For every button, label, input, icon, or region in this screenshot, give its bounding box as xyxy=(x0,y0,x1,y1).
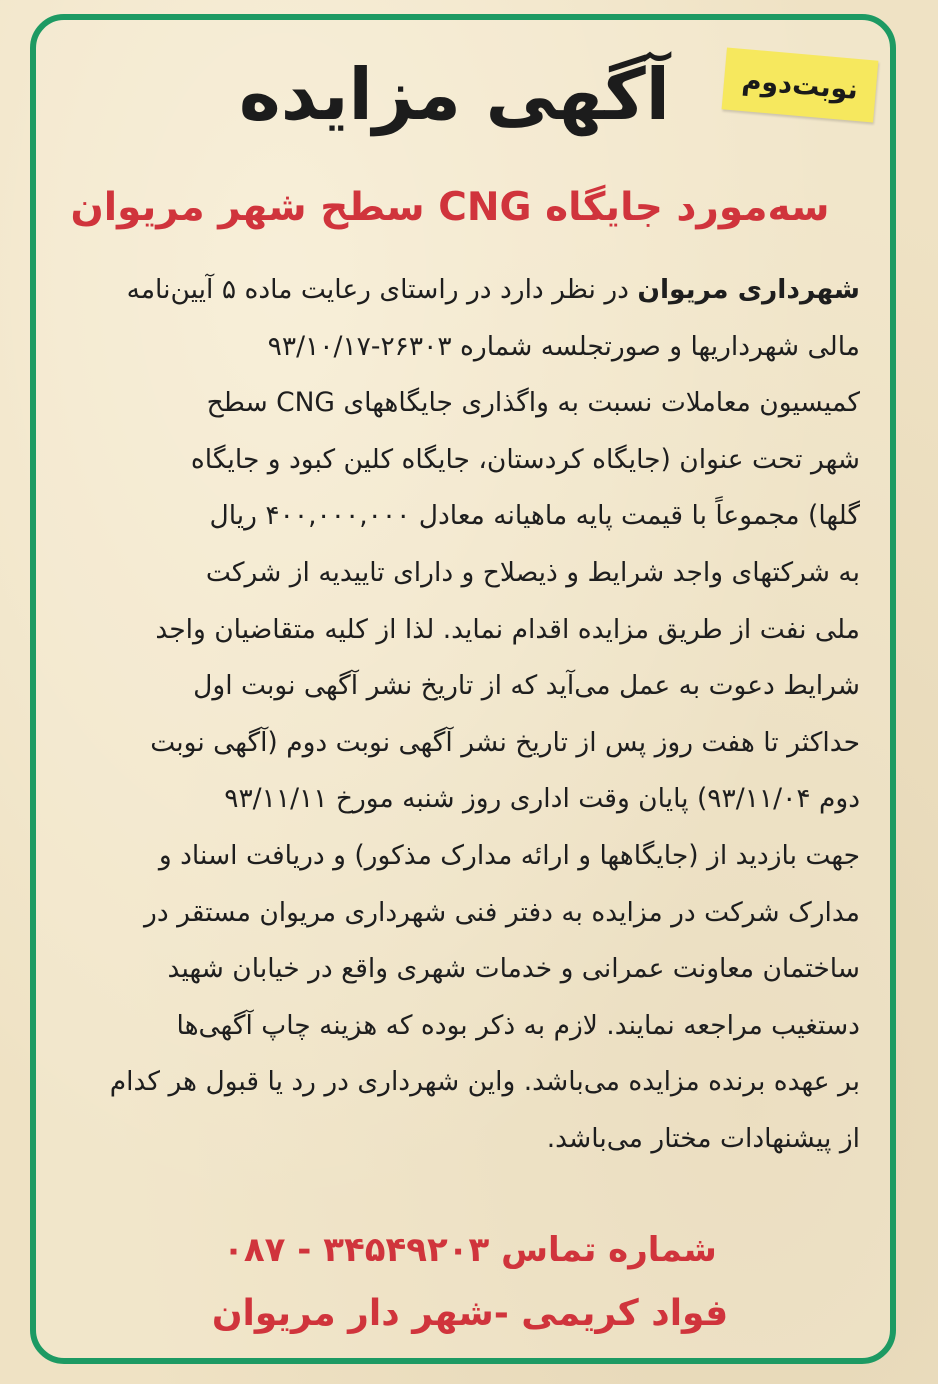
body-line: شهر تحت عنوان (جایگاه کردستان، جایگاه کلین کبود و جایگاه xyxy=(190,443,860,475)
signature: فواد کریمی -شهر دار مریوان xyxy=(211,1293,729,1334)
body-line: دستغیب مراجعه نمایند. لازم به ذکر بوده که هزینه چاپ آگهی‌ها xyxy=(176,1009,860,1041)
body-line: دوم ۹۳/۱۱/۰۴) پایان وقت اداری روز شنبه مورخ ۹۳/۱۱/۱۱ xyxy=(224,783,860,815)
body-line: به شرکتهای واجد شرایط و ذیصلاح و دارای تاییدیه از شرکت xyxy=(205,556,860,588)
body-line: گلها) مجموعاً با قیمت پایه ماهیانه معادل ۴۰۰,۰۰۰,۰۰۰ ریال xyxy=(209,500,860,532)
body-line: از پیشنهادات مختار می‌باشد. xyxy=(546,1122,860,1154)
body-lead: شهرداری مریوان xyxy=(637,274,860,305)
body-line: ساختمان معاونت عمرانی و خدمات شهری واقع در خیابان شهید xyxy=(167,953,860,985)
body-line-text: در نظر دارد در راستای رعایت ماده ۵ آیین‌نامه xyxy=(126,274,638,305)
body-line: ملی نفت از طریق مزایده اقدام نماید. لذا از کلیه متقاضیان واجد xyxy=(155,613,860,645)
body-line: شرایط دعوت به عمل می‌آید که از تاریخ نشر آگهی نوبت اول xyxy=(193,670,860,702)
body-line: مالی شهرداریها و صورتجلسه شماره ۲۶۳۰۳-۹۳/۱۰/۱۷ xyxy=(267,330,860,362)
body-line: بر عهده برنده مزایده می‌باشد. واین شهرداری در رد یا قبول هر کدام xyxy=(109,1066,860,1098)
ad-body xyxy=(78,262,860,1168)
contact-number: شماره تماس ۳۴۵۴۹۲۰۳ - ۰۸۷ xyxy=(223,1230,717,1270)
body-line: کمیسیون معاملات نسبت به واگذاری جایگاههای CNG سطح xyxy=(206,387,860,419)
ad-title: آگهی مزایده xyxy=(238,53,670,136)
body-line xyxy=(78,262,860,319)
second-publication-badge xyxy=(722,47,879,122)
body-line: جهت بازدید از (جایگاهها و ارائه مدارک مذکور) و دریافت اسناد و xyxy=(158,839,860,871)
body-line: حداکثر تا هفت روز پس از تاریخ نشر آگهی نوبت دوم (آگهی نوبت xyxy=(150,726,860,758)
ad-subtitle: سه‌مورد جایگاه CNG سطح شهر مریوان xyxy=(70,185,830,230)
body-line: مدارک شرکت در مزایده به دفتر فنی شهرداری مریوان مستقر در xyxy=(144,896,860,928)
badge-label: نوبت‌دوم xyxy=(740,64,860,106)
